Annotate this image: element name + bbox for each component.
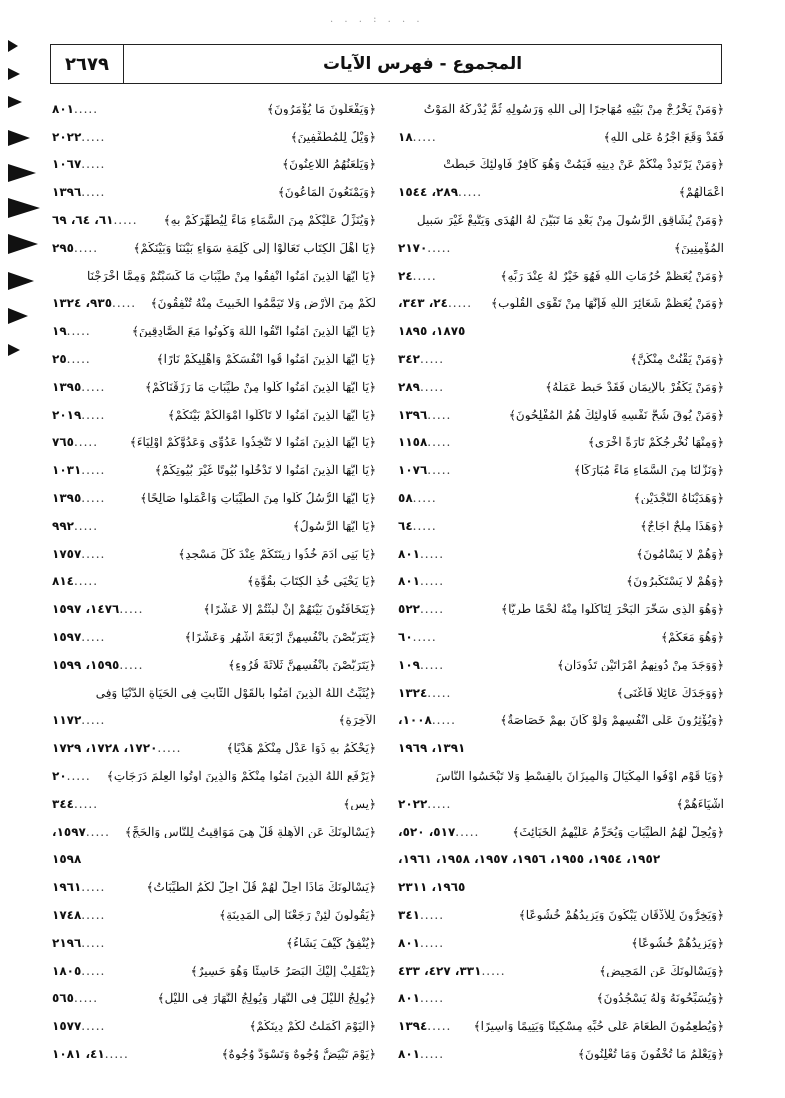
verse-text: ﴿وَيُطْعِمُونَ الطَّعَامَ عَلَى حُبِّهِ مِسْكِينًا وَيَتِيمًا وَأَسِيرًا﴾	[473, 1020, 724, 1033]
page-references: ١٤٧٦، ١٥٩٧	[52, 602, 120, 617]
verse-text: ﴿يَتَخَافَتُونَ بَيْنَهُمْ إِنْ لَبِثْتُمْ إِلَّا عَشْرًا﴾	[203, 603, 376, 616]
page-references: ٦٠	[398, 630, 413, 645]
page-references: ٨٠١	[398, 574, 420, 589]
index-entry	[396, 373, 724, 401]
leader-dots: .....	[81, 158, 106, 171]
verse-text: أَعْمَالُهُمْ﴾	[678, 186, 724, 199]
index-entry	[396, 290, 724, 318]
thumb-tab-marker	[8, 272, 34, 290]
leader-dots: .....	[419, 603, 445, 616]
page-references: ١٥٩٧	[52, 630, 82, 645]
page-references: ٣٤٢	[398, 352, 420, 367]
leader-dots: .....	[427, 408, 452, 421]
page-references: ٣٣١، ٤٢٧، ٤٣٣	[398, 963, 482, 978]
verse-text: ﴿وَمَنْ يَخْرُجْ مِنْ بَيْتِهِ مُهَاجِرًا إِلَى اللَّهِ وَرَسُولِهِ ثُمَّ يُدْرِكْهُ الْمَوْتُ	[423, 102, 724, 115]
index-entry	[396, 1012, 724, 1040]
leader-dots: .....	[119, 658, 144, 671]
leader-dots: .....	[481, 964, 506, 977]
index-entry	[50, 123, 376, 151]
verse-text: ﴿يَسْأَلُونَكَ عَنِ الْأَهِلَّةِ قُلْ هِيَ مَوَاقِيتُ لِلنَّاسِ وَالْحَجِّ﴾	[124, 825, 376, 838]
index-entry	[396, 206, 724, 234]
leader-dots: .....	[81, 714, 106, 727]
verse-text: ﴿يَا أَهْلَ الْكِتَابِ تَعَالَوْا إِلَى كَلِمَةٍ سَوَاءٍ بَيْنَنَا وَبَيْنَكُمْ﴾	[133, 241, 376, 254]
leader-dots: .....	[419, 936, 445, 949]
leader-dots: .....	[427, 241, 452, 254]
page-references: ١٩٥٢، ١٩٥٤، ١٩٥٥، ١٩٥٦، ١٩٥٧، ١٩٥٨، ١٩٦١،	[398, 852, 661, 867]
top-scrap-marks: . . . : . . .	[330, 14, 424, 25]
page-references: ٧٦٥	[52, 435, 74, 450]
verse-text: ﴿وَيَلْعَنُهُمُ اللاعِنُونَ﴾	[282, 158, 376, 171]
verse-text: أَشْيَاءَهُمْ﴾	[676, 797, 724, 810]
index-entry	[50, 651, 376, 679]
verse-text: ﴿يَا أَيُّهَا الَّذِينَ آمَنُوا أَنْفِقُوا مِنْ طَيِّبَاتِ مَا كَسَبْتُمْ وَمِمَّا أَخْرَجْنَا	[87, 269, 376, 282]
index-entry	[50, 623, 376, 651]
page-references: ٨٠١	[398, 1046, 420, 1061]
page-references: ٢٠	[52, 769, 67, 784]
page-references: ٢٨٩، ١٥٤٤	[398, 185, 459, 200]
index-entry	[50, 456, 376, 484]
leader-dots: .....	[455, 825, 480, 838]
page-references: ٢٤	[398, 268, 413, 283]
leader-dots: .....	[419, 658, 445, 671]
index-entry	[50, 957, 376, 985]
index-entry	[50, 595, 376, 623]
verse-text: ﴿وَيُنَزِّلُ عَلَيْكُمْ مِنَ السَّمَاءِ مَاءً لِيُطَهِّرَكُمْ بِهِ﴾	[163, 214, 376, 227]
page-references: ١٣٩٦	[398, 407, 428, 422]
leader-dots: .....	[419, 992, 445, 1005]
index-entry	[50, 901, 376, 929]
page-references: ٦٤	[398, 518, 413, 533]
verse-text: ﴿يَنْقَلِبْ إِلَيْكَ الْبَصَرُ خَاسِئًا وَهُوَ حَسِيرٌ﴾	[190, 964, 376, 977]
page-references: ١٥٧٧	[52, 1019, 82, 1034]
index-entry	[50, 679, 376, 707]
index-column-right	[396, 95, 724, 1085]
verse-text: ﴿يَتَرَبَّصْنَ بِأَنْفُسِهِنَّ أَرْبَعَةَ أَشْهُرٍ وَعَشْرًا﴾	[184, 631, 376, 644]
page-references: ١٥٩٥، ١٥٩٩	[52, 657, 120, 672]
thumb-tab-marker	[8, 130, 30, 146]
page-references: ١٨	[398, 129, 413, 144]
index-entry	[396, 234, 724, 262]
index-entry	[396, 985, 724, 1013]
index-column-left	[50, 95, 376, 1085]
index-entry	[50, 178, 376, 206]
index-entry	[50, 873, 376, 901]
page-references: ١٩	[52, 324, 67, 339]
verse-text: ﴿وَيَا قَوْمِ أَوْفُوا الْمِكْيَالَ وَالْمِيزَانَ بِالْقِسْطِ وَلا تَبْخَسُوا النَّاسَ	[435, 770, 724, 783]
page-references: ٢٠٢٢	[52, 129, 82, 144]
verse-text: ﴿وَهُوَ الَّذِي سَخَّرَ الْبَحْرَ لِتَأْكُلُوا مِنْهُ لَحْمًا طَرِيًّا﴾	[501, 603, 724, 616]
index-entry	[396, 484, 724, 512]
index-entry	[396, 568, 724, 596]
index-entry	[50, 985, 376, 1013]
page-references: ١٩٦١	[52, 880, 82, 895]
verse-text: ﴿يَا أَيُّهَا الَّذِينَ آمَنُوا اتَّقُوا اللَّهَ وَكُونُوا مَعَ الصَّادِقِينَ﴾	[131, 325, 376, 338]
page-references: ١٣٩١، ١٩٦٩	[398, 741, 466, 756]
page-references: ٤١، ١٠٨١	[52, 1046, 105, 1061]
leader-dots: .....	[458, 186, 483, 199]
page-references: ٢١٧٠	[398, 240, 428, 255]
page-references: ١١٧٢	[52, 713, 82, 728]
index-entry	[50, 429, 376, 457]
verse-text: ﴿وَيَعْلَمُ مَا تُخْفُونَ وَمَا تُعْلِنُونَ﴾	[577, 1047, 724, 1060]
leader-dots: .....	[73, 102, 99, 115]
leader-dots: .....	[66, 353, 91, 366]
index-entry	[50, 484, 376, 512]
index-entry	[50, 762, 376, 790]
page-references: ١٧٤٨	[52, 908, 82, 922]
verse-text: ﴿يُنْفِقُ كَيْفَ يَشَاءُ﴾	[286, 936, 376, 949]
leader-dots: .....	[66, 325, 91, 338]
index-entry	[396, 623, 724, 651]
index-entry	[50, 790, 376, 818]
leader-dots: .....	[119, 603, 144, 616]
page-references: ١٠٧٦	[398, 463, 428, 478]
index-entry	[50, 818, 376, 846]
leader-dots: .....	[427, 1020, 452, 1033]
verse-text: ﴿وَيَمْنَعُونَ الْمَاعُونَ﴾	[277, 186, 376, 199]
verse-text: ﴿وَمِنْهَا نُخْرِجُكُمْ تَارَةً أُخْرَى﴾	[587, 436, 724, 449]
page-references: ٥١٧، ٥٢٠،	[398, 824, 456, 839]
index-entry	[396, 762, 724, 790]
page-references: ٢٩٥	[52, 240, 74, 255]
leader-dots: .....	[412, 492, 437, 505]
index-entry	[396, 957, 724, 985]
thumb-tab-marker	[8, 68, 20, 80]
index-entry	[396, 707, 724, 735]
thumb-tab-marker	[8, 96, 22, 108]
index-entry	[396, 317, 724, 345]
index-entry	[396, 262, 724, 290]
leader-dots: .....	[113, 214, 138, 227]
page-references: ١٠٦٧	[52, 157, 82, 172]
leader-dots: .....	[81, 547, 106, 560]
verse-text: ﴿وَنَزَّلْنَا مِنَ السَّمَاءِ مَاءً مُبَارَكًا﴾	[573, 464, 724, 477]
index-entry	[396, 178, 724, 206]
leader-dots: .....	[112, 297, 137, 310]
index-entry	[50, 95, 376, 123]
index-entry	[396, 1040, 724, 1068]
verse-text: ﴿وَمَنْ يُعَظِّمْ حُرُمَاتِ اللَّهِ فَهُوَ خَيْرٌ لَهُ عِنْدَ رَبِّهِ﴾	[500, 269, 724, 282]
page-references: ٩٣٥، ١٣٢٤	[52, 296, 113, 311]
leader-dots: .....	[81, 408, 106, 421]
verse-text: ﴿وَهُمْ لا يَسْتَكْبِرُونَ﴾	[626, 575, 724, 588]
index-entry	[50, 929, 376, 957]
thumb-tab-marker	[8, 234, 38, 254]
index-entry	[396, 734, 724, 762]
verse-text: ﴿يَا أَيُّهَا الَّذِينَ آمَنُوا كُلُوا مِنْ طَيِّبَاتِ مَا رَزَقْنَاكُمْ﴾	[144, 380, 376, 393]
thumb-tab-marker	[8, 164, 36, 182]
leader-dots: .....	[73, 992, 99, 1005]
verse-text: ﴿يَرْفَعِ اللَّهُ الَّذِينَ آمَنُوا مِنْكُمْ وَالَّذِينَ أُوتُوا الْعِلْمَ دَرَجَاتٍ﴾	[106, 770, 376, 783]
leader-dots: .....	[81, 380, 106, 393]
index-entry	[396, 929, 724, 957]
index-entry	[50, 345, 376, 373]
page-references: ٢٠٢٢	[398, 796, 428, 811]
page-references: ١٧٢٠، ١٧٢٨، ١٧٢٩	[52, 741, 158, 756]
leader-dots: .....	[427, 464, 452, 477]
leader-dots: .....	[431, 714, 456, 727]
index-entry	[50, 1040, 376, 1068]
verse-text: ﴿وَيَخِرُّونَ لِلْأَذْقَانِ يَبْكُونَ وَيَزِيدُهُمْ خُشُوعًا﴾	[518, 909, 724, 921]
verse-text: الْمُؤْمِنِينَ﴾	[674, 241, 724, 254]
verse-text: ﴿يَا بَنِي آدَمَ خُذُوا زِينَتَكُمْ عِنْدَ كُلِّ مَسْجِدٍ﴾	[178, 547, 376, 560]
leader-dots: .....	[447, 297, 473, 310]
index-entry	[396, 95, 724, 123]
index-entry	[50, 206, 376, 234]
index-entry	[50, 262, 376, 290]
verse-text: الْآخِرَةِ﴾	[338, 714, 376, 727]
leader-dots: .....	[73, 519, 99, 532]
index-entry	[396, 595, 724, 623]
thumb-index-tabs	[8, 40, 48, 400]
leader-dots: .....	[104, 1047, 129, 1060]
leader-dots: .....	[427, 797, 452, 810]
page-references: ١٣٩٦	[52, 185, 82, 200]
verse-text: لَكُمْ مِنَ الْأَرْضِ وَلا تَيَمَّمُوا الْخَبِيثَ مِنْهُ تُنْفِقُونَ﴾	[150, 297, 376, 310]
leader-dots: .....	[81, 464, 106, 477]
verse-text: ﴿الْيَوْمَ أَكْمَلْتُ لَكُمْ دِينَكُمْ﴾	[249, 1020, 376, 1033]
leader-dots: .....	[81, 186, 106, 199]
leader-dots: .....	[419, 909, 445, 921]
verse-text: ﴿وَوَجَدَ مِنْ دُونِهِمُ امْرَأَتَيْنِ تَذُودَانِ﴾	[557, 658, 724, 671]
verse-text: ﴿وَمَنْ يَقْنُتْ مِنْكُنَّ﴾	[630, 353, 724, 366]
index-entry	[396, 818, 724, 846]
verse-text: ﴿يَا أَيُّهَا الرَّسُولُ﴾	[292, 519, 376, 532]
page-references: ٢٥	[52, 352, 67, 367]
verse-text: ﴿وَيُسَبِّحُونَهُ وَلَهُ يَسْجُدُونَ﴾	[596, 992, 724, 1005]
page-references: ٨٠١	[398, 935, 420, 950]
leader-dots: .....	[81, 631, 106, 644]
page-references: ٥٦٥	[52, 991, 74, 1006]
verse-text: ﴿وَيْلٌ لِلْمُطَفِّفِينَ﴾	[290, 130, 376, 143]
leader-dots: .....	[85, 825, 110, 838]
verse-text: ﴿يَتَرَبَّصْنَ بِأَنْفُسِهِنَّ ثَلاثَةَ قُرُوءٍ﴾	[228, 658, 376, 671]
thumb-tab-marker	[8, 308, 28, 324]
thumb-tab-marker	[8, 344, 20, 356]
verse-text: فَقَدْ وَقَعَ أَجْرُهُ عَلَى اللَّهِ﴾	[603, 130, 724, 143]
page-references: ١١٥٨	[398, 435, 428, 450]
verse-text: ﴿يَا أَيُّهَا الرُّسُلُ كُلُوا مِنَ الطَّيِّبَاتِ وَاعْمَلُوا صَالِحًا﴾	[140, 492, 376, 505]
page-references: ١٧٥٧	[52, 546, 82, 561]
leader-dots: .....	[81, 1020, 106, 1033]
page-references: ٨١٤	[52, 574, 74, 589]
verse-text: ﴿وَمَنْ يُوقَ شُحَّ نَفْسِهِ فَأُولَئِكَ هُمُ الْمُفْلِحُونَ﴾	[508, 408, 724, 421]
index-entry	[50, 234, 376, 262]
index-entry	[50, 290, 376, 318]
index-entry	[396, 846, 724, 874]
verse-text: ﴿وَمَنْ يَرْتَدِدْ مِنْكُمْ عَنْ دِينِهِ فَيَمُتْ وَهُوَ كَافِرٌ فَأُولَئِكَ حَبِطَتْ	[443, 158, 724, 171]
page-references: ٩٩٢	[52, 518, 74, 533]
index-entry	[396, 429, 724, 457]
page-references: ١٠٩	[398, 657, 420, 672]
verse-text: ﴿وَهُوَ مَعَكُمْ﴾	[660, 631, 724, 644]
leader-dots: .....	[73, 575, 99, 588]
page-references: ١٥٩٧،	[52, 824, 86, 839]
verse-text: ﴿يس﴾	[343, 797, 376, 810]
leader-dots: .....	[81, 881, 106, 894]
page-references: ٢٨٩	[398, 379, 420, 394]
verse-text: ﴿يَوْمَ تَبْيَضُّ وُجُوهٌ وَتَسْوَدُّ وُجُوهٌ﴾	[221, 1047, 376, 1060]
verse-text: ﴿وَمَنْ يَكْفُرْ بِالْإِيمَانِ فَقَدْ حَبِطَ عَمَلُهُ﴾	[545, 380, 724, 393]
leader-dots: .....	[412, 269, 437, 282]
verse-text: ﴿وَيُؤْثِرُونَ عَلَى أَنْفُسِهِمْ وَلَوْ كَانَ بِهِمْ خَصَاصَةٌ﴾	[500, 714, 724, 727]
leader-dots: .....	[419, 575, 445, 588]
index-entry	[396, 345, 724, 373]
leader-dots: .....	[419, 353, 445, 366]
leader-dots: .....	[419, 1047, 445, 1060]
leader-dots: .....	[419, 547, 445, 560]
index-entry	[396, 679, 724, 707]
index-entry	[396, 456, 724, 484]
verse-text: ﴿وَيَفْعَلُونَ مَا يُؤْمَرُونَ﴾	[267, 102, 376, 115]
index-entry	[396, 651, 724, 679]
verse-text: ﴿يُولِجُ اللَّيْلَ فِي النَّهَارِ وَيُولِجُ النَّهَارَ فِي اللَّيْلِ﴾	[157, 992, 376, 1005]
verse-text: ﴿وَيَزِيدُهُمْ خُشُوعًا﴾	[631, 936, 724, 949]
index-entry	[396, 401, 724, 429]
page-references: ٥٨	[398, 491, 413, 506]
page-title: المجموع - فهرس الآيات	[322, 54, 523, 74]
page-references: ٨٠١	[52, 101, 74, 116]
verse-text: ﴿يَسْأَلُونَكَ مَاذَا أُحِلَّ لَهُمْ قُلْ أُحِلَّ لَكُمُ الطَّيِّبَاتُ﴾	[146, 881, 376, 894]
index-entry	[396, 512, 724, 540]
index-entry	[396, 151, 724, 179]
index-entry	[50, 846, 376, 874]
page-references: ٨٠١	[398, 546, 420, 561]
verse-text: ﴿وَهُمْ لا يَسْأَمُونَ﴾	[636, 547, 724, 560]
verse-text: ﴿وَهَدَيْنَاهُ النَّجْدَيْنِ﴾	[633, 492, 724, 505]
page-header	[50, 44, 722, 84]
page-references: ١٣٩٥	[52, 491, 82, 506]
verse-text: ﴿يَا أَيُّهَا الَّذِينَ آمَنُوا لا تَأْكُلُوا أَمْوَالَكُمْ بَيْنَكُمْ﴾	[167, 408, 376, 421]
verse-text: ﴿وَهَذَا مِلْحٌ أُجَاجٌ﴾	[640, 519, 724, 532]
page-references: ١٣٩٤	[398, 1019, 428, 1034]
leader-dots: .....	[73, 241, 99, 254]
index-entry	[50, 1012, 376, 1040]
leader-dots: .....	[157, 742, 182, 755]
leader-dots: .....	[427, 686, 452, 699]
index-entry	[50, 373, 376, 401]
page-references: ١٥٩٨	[52, 852, 82, 867]
verse-text: ﴿وَيَسْأَلُونَكَ عَنِ الْمَحِيضِ﴾	[599, 964, 724, 977]
leader-dots: .....	[66, 770, 91, 783]
leader-dots: .....	[73, 436, 99, 449]
thumb-tab-marker	[8, 198, 40, 218]
index-entry	[396, 540, 724, 568]
index-entry	[50, 401, 376, 429]
index-entry	[50, 512, 376, 540]
page-references: ٥٢٢	[398, 602, 420, 617]
leader-dots: .....	[81, 936, 106, 949]
index-entry	[396, 873, 724, 901]
index-entry	[396, 790, 724, 818]
verse-text: ﴿يَا أَيُّهَا الَّذِينَ آمَنُوا لا تَتَّخِذُوا عَدُوِّي وَعَدُوَّكُمْ أَوْلِيَاءَ﴾	[129, 436, 376, 449]
index-entry	[50, 707, 376, 735]
leader-dots: .....	[73, 797, 99, 810]
page-references: ٦١، ٦٤، ٦٩	[52, 213, 114, 228]
leader-dots: .....	[412, 519, 437, 532]
leader-dots: .....	[412, 631, 437, 644]
verse-text: ﴿يَا يَحْيَى خُذِ الْكِتَابَ بِقُوَّةٍ﴾	[247, 575, 376, 588]
page-references: ١٩٦٥، ٢٣١١	[398, 880, 466, 895]
page-references: ١٨٠٥	[52, 963, 82, 978]
index-entry	[50, 151, 376, 179]
index-entry	[50, 540, 376, 568]
leader-dots: .....	[412, 130, 437, 143]
page-references: ٣٤١	[398, 908, 420, 922]
page-references: ٢٤، ٣٤٣،	[398, 296, 448, 311]
verse-text: ﴿يَا أَيُّهَا الَّذِينَ آمَنُوا قُوا أَنْفُسَكُمْ وَأَهْلِيكُمْ نَارًا﴾	[156, 353, 376, 366]
verse-text: ﴿وَمَنْ يُعَظِّمْ شَعَائِرَ اللَّهِ فَإِنَّهَا مِنْ تَقْوَى الْقُلُوبِ﴾	[491, 297, 724, 310]
leader-dots: .....	[427, 436, 452, 449]
index-entry	[50, 568, 376, 596]
leader-dots: .....	[81, 964, 106, 977]
index-entry	[50, 317, 376, 345]
verse-text: ﴿يُثَبِّتُ اللَّهُ الَّذِينَ آمَنُوا بِالْقَوْلِ الثَّابِتِ فِي الْحَيَاةِ الدُّنْيَا وَفِي	[95, 686, 376, 699]
verse-text: ﴿وَيُحِلُّ لَهُمُ الطَّيِّبَاتِ وَيُحَرِّمُ عَلَيْهِمُ الْخَبَائِثَ﴾	[512, 825, 724, 838]
leader-dots: .....	[81, 130, 106, 143]
index-entry	[396, 901, 724, 929]
thumb-tab-marker	[8, 40, 18, 52]
page-references: ٢١٩٦	[52, 935, 82, 950]
index-entry	[50, 734, 376, 762]
page-references: ١٨٧٥، ١٨٩٥	[398, 324, 466, 339]
page-references: ١٣٢٤	[398, 685, 428, 700]
page-references: ١٠٣١	[52, 463, 82, 478]
page-number: ٢٦٧٩	[51, 45, 124, 83]
page-references: ١٠٠٨،	[398, 713, 432, 728]
page-references: ٨٠١	[398, 991, 420, 1006]
verse-text: ﴿يَقُولُونَ لَئِنْ رَجَعْنَا إِلَى الْمَدِينَةِ﴾	[219, 909, 376, 921]
verse-text: ﴿يَا أَيُّهَا الَّذِينَ آمَنُوا لا تَدْخُلُوا بُيُوتًا غَيْرَ بُيُوتِكُمْ﴾	[154, 464, 376, 477]
page-references: ٣٤٤	[52, 796, 74, 811]
leader-dots: .....	[81, 492, 106, 505]
page-references: ٢٠١٩	[52, 407, 82, 422]
verse-text: ﴿يَحْكُمُ بِهِ ذَوَا عَدْلٍ مِنْكُمْ هَدْيًا﴾	[226, 742, 376, 755]
verse-text: ﴿وَوَجَدَكَ عَائِلًا فَأَغْنَى﴾	[616, 686, 724, 699]
leader-dots: .....	[419, 380, 445, 393]
verse-text: ﴿وَمَنْ يُشَاقِقِ الرَّسُولَ مِنْ بَعْدِ مَا تَبَيَّنَ لَهُ الْهُدَى وَيَتَّبِعْ غَيْرَ سَبِيلِ	[416, 214, 724, 227]
leader-dots: .....	[81, 909, 106, 921]
page-references: ١٣٩٥	[52, 379, 82, 394]
index-entry	[396, 123, 724, 151]
